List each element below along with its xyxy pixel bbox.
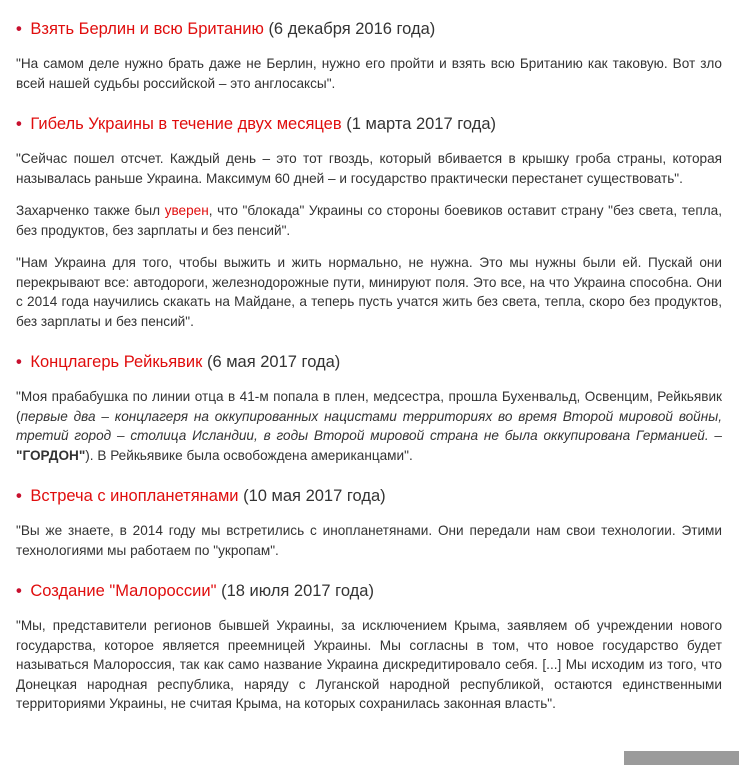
heading-date: (18 июля 2017 года) (221, 582, 374, 600)
bullet: • (16, 353, 22, 371)
section-heading (16, 351, 722, 373)
section-heading (16, 485, 722, 507)
heading-date: (10 мая 2017 года) (243, 487, 386, 505)
quote-paragraph: "На самом деле нужно брать даже не Берлин, нужно его пройти и взять всю Британию как таковую. Вот зло всей нашей судьбы российской – это англосаксы". (16, 56, 722, 91)
section-ukraine (16, 113, 722, 331)
heading-date: (6 мая 2017 года) (206, 353, 341, 371)
heading-link[interactable]: Гибель Украины в течение двух месяцев (30, 115, 342, 133)
quote-paragraph: "Мы, представители регионов бывшей Украины, за исключением Крыма, заявляем об учреждении нового государства, которое является преемницей Украины. Мы согласны в том, что новое государство будет называться Малороссия, так как само название Украина дискредитировало себя. [...] Мы исходим из того, что Донецкая народная республика, наряду с Луганской народной республикой, остаются единственными территориями Украины, не считая Крыма, на которых сохранилась законная власть". (16, 618, 722, 711)
italic-note: первые два – концлагеря на оккупированных нацистами территориях во время Второй мировой войны, третий город – столица Исландии, в годы Второй мировой страна не была оккупирована Германией. – (16, 408, 722, 443)
section-heading (16, 18, 722, 40)
section-malorossiya (16, 580, 722, 714)
quote-paragraph (16, 387, 722, 465)
heading-date: (6 декабря 2016 года) (268, 20, 436, 38)
section-berlin (16, 18, 722, 93)
quote-paragraph: "Вы же знаете, в 2014 году мы встретились с инопланетянами. Они передали нам свои технологии. Этими технологиями мы работаем по "укропам". (16, 523, 722, 558)
section-heading (16, 580, 722, 602)
bullet: • (16, 582, 22, 600)
bullet: • (16, 115, 22, 133)
bullet: • (16, 487, 22, 505)
quote-paragraph: "Сейчас пошел отсчет. Каждый день – это тот гвоздь, который вбивается в крышку гроба страны, которая называлась раньше Украина. Максимум 60 дней – и государство практически перестанет существовать". (16, 151, 722, 186)
bullet: • (16, 20, 22, 38)
heading-link[interactable]: Встреча с инопланетянами (30, 487, 239, 505)
paragraph-text: ). В Рейкьявике была освобождена американцами". (85, 447, 413, 463)
heading-link[interactable]: Создание "Малороссии" (30, 582, 217, 600)
paragraph-text: "Моя прабабушка по линии отца в 41-м попала в плен, медсестра, прошла Бухенвальд, Освенцим, Рейкьявик ( (16, 389, 722, 424)
quote-paragraph: "Нам Украина для того, чтобы выжить и жить нормально, не нужна. Это мы нужны были ей. Пускай они перекрывают все: автодороги, железнодорожные пути, минируют поля. Это все, на что Украина способна. Они с 2014 года научились скакать на Майдане, а теперь пусть учатся жить без света, тепла, скоро без продуктов, без зарплаты и без пенсий". (16, 255, 722, 329)
bold-source: "ГОРДОН" (16, 447, 86, 463)
section-reykjavik (16, 351, 722, 465)
heading-link[interactable]: Взять Берлин и всю Британию (30, 20, 264, 38)
paragraph-text: , что "блокада" Украины со стороны боевиков оставит страну "без света, тепла, без продуктов, без зарплаты и без пенсий". (16, 203, 722, 238)
body-paragraph (16, 201, 722, 240)
section-heading (16, 113, 722, 135)
section-aliens (16, 485, 722, 560)
inline-link-uveren[interactable]: уверен (164, 203, 209, 218)
heading-link[interactable]: Концлагерь Рейкьявик (30, 353, 203, 371)
scroll-to-top-widget[interactable] (624, 751, 739, 765)
heading-date: (1 марта 2017 года) (346, 115, 497, 133)
paragraph-text: Захарченко также был (16, 203, 165, 218)
